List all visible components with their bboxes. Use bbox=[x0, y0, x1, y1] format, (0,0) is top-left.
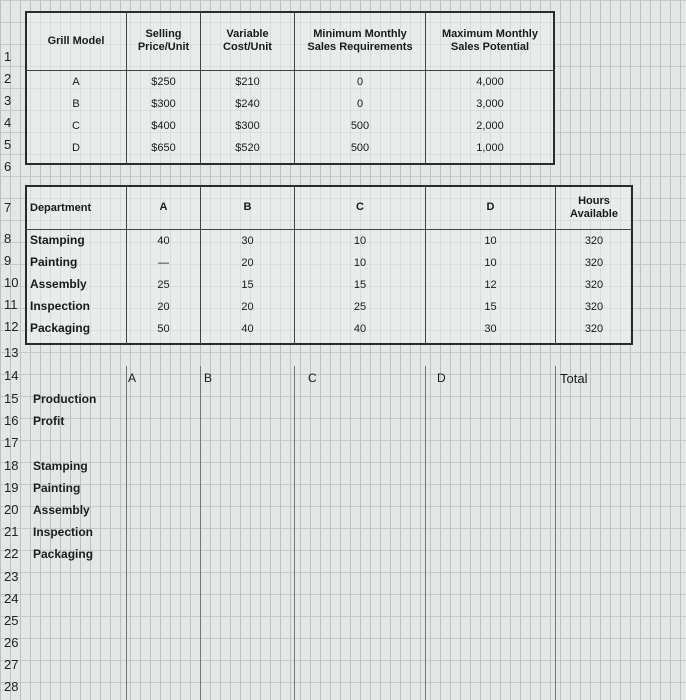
row-number[interactable]: 25 bbox=[4, 613, 19, 628]
t2-header-a: A bbox=[159, 201, 168, 214]
t1-cell[interactable]: C bbox=[72, 119, 80, 132]
col-letter-a: A bbox=[128, 371, 137, 385]
row-number[interactable]: 22 bbox=[4, 546, 19, 561]
t2-cell[interactable]: 12 bbox=[484, 278, 497, 291]
dept-label-inspection: Inspection bbox=[33, 525, 94, 539]
row-number[interactable]: 8 bbox=[4, 231, 12, 246]
row-number[interactable]: 18 bbox=[4, 458, 19, 473]
row-number[interactable]: 13 bbox=[4, 345, 19, 360]
row-number[interactable]: 28 bbox=[4, 679, 19, 694]
col-line-c bbox=[294, 366, 295, 700]
t2-cell[interactable]: 320 bbox=[584, 322, 604, 335]
col-line-a bbox=[126, 366, 127, 700]
t1-cell[interactable]: 4,000 bbox=[476, 75, 504, 88]
t2-header-b: B bbox=[243, 201, 252, 214]
row-number[interactable]: 1 bbox=[4, 49, 12, 64]
t1-header-divider bbox=[26, 70, 554, 71]
t2-cell[interactable]: 30 bbox=[241, 234, 254, 247]
row-number[interactable]: 27 bbox=[4, 657, 19, 672]
t2-cell[interactable]: 15 bbox=[353, 278, 367, 291]
t2-cell[interactable]: 25 bbox=[157, 278, 170, 291]
t1-cell[interactable]: $240 bbox=[235, 97, 260, 110]
row-number[interactable]: 15 bbox=[4, 391, 19, 406]
t1-cell[interactable]: 0 bbox=[356, 97, 364, 110]
row-number[interactable]: 10 bbox=[4, 275, 19, 290]
col-letter-b: B bbox=[204, 371, 213, 385]
t1-cell[interactable]: B bbox=[72, 97, 80, 110]
t1-cell[interactable]: $520 bbox=[235, 141, 260, 154]
t2-cell[interactable]: 15 bbox=[241, 278, 254, 291]
t2-cell[interactable]: 40 bbox=[353, 322, 367, 335]
t2-dept-label: Inspection bbox=[30, 299, 91, 314]
profit-label: Profit bbox=[33, 414, 65, 428]
col-line-d bbox=[425, 366, 426, 700]
t1-cell[interactable]: 1,000 bbox=[476, 141, 504, 154]
t2-cell[interactable]: 10 bbox=[484, 234, 497, 247]
t2-dept-label: Packaging bbox=[30, 321, 91, 336]
t2-cell[interactable]: 10 bbox=[484, 256, 497, 269]
row-number[interactable]: 14 bbox=[4, 368, 19, 383]
t2-header-c: C bbox=[356, 201, 364, 214]
t2-cell[interactable]: 10 bbox=[353, 234, 367, 247]
row-number[interactable]: 12 bbox=[4, 319, 19, 334]
row-number[interactable]: 4 bbox=[4, 115, 12, 130]
t1-header-model: Grill Model bbox=[47, 34, 105, 47]
t2-cell[interactable]: 40 bbox=[157, 234, 170, 247]
t1-header-price: Selling Price/Unit bbox=[137, 28, 190, 53]
row-number[interactable]: 5 bbox=[4, 137, 12, 152]
row-number[interactable]: 21 bbox=[4, 524, 19, 539]
t2-cell[interactable]: 20 bbox=[157, 300, 170, 313]
t1-cell[interactable]: 0 bbox=[356, 75, 364, 88]
col-letter-c: C bbox=[308, 371, 317, 385]
t2-cell[interactable]: 25 bbox=[353, 300, 367, 313]
t1-cell[interactable]: $300 bbox=[151, 97, 176, 110]
t1-cell[interactable]: D bbox=[72, 141, 80, 154]
t2-header-hours: Hours Available bbox=[570, 194, 618, 220]
t1-header-minsales: Minimum Monthly Sales Requirements bbox=[307, 28, 413, 53]
t2-dept-label: Assembly bbox=[30, 277, 87, 292]
t1-cell[interactable]: $250 bbox=[151, 75, 176, 88]
t2-dept-label: Painting bbox=[30, 255, 78, 270]
t2-cell[interactable]: 30 bbox=[484, 322, 497, 335]
t1-cell[interactable]: 500 bbox=[350, 119, 370, 132]
t1-cell[interactable]: 2,000 bbox=[476, 119, 504, 132]
total-label: Total bbox=[560, 371, 588, 386]
dept-label-assembly: Assembly bbox=[33, 503, 90, 517]
row-number[interactable]: 24 bbox=[4, 591, 19, 606]
t2-header-d: D bbox=[486, 201, 495, 214]
t2-cell[interactable]: 320 bbox=[584, 234, 604, 247]
t2-cell[interactable]: 20 bbox=[241, 300, 254, 313]
row-number[interactable]: 11 bbox=[4, 297, 18, 312]
row-number[interactable]: 26 bbox=[4, 635, 19, 650]
t2-cell[interactable]: 320 bbox=[584, 278, 604, 291]
t2-header-department: Department bbox=[30, 201, 92, 214]
row-number[interactable]: 3 bbox=[4, 93, 12, 108]
row-number[interactable]: 6 bbox=[4, 159, 12, 174]
t2-cell[interactable]: 320 bbox=[584, 300, 604, 313]
t2-cell[interactable]: 40 bbox=[241, 322, 254, 335]
t2-cell[interactable]: 15 bbox=[484, 300, 497, 313]
col-line-b bbox=[200, 366, 201, 700]
t1-cell[interactable]: $210 bbox=[235, 75, 260, 88]
t2-cell[interactable]: — bbox=[158, 256, 169, 269]
t2-cell[interactable]: 320 bbox=[584, 256, 604, 269]
col-line-total bbox=[555, 366, 556, 700]
production-label: Production bbox=[33, 392, 97, 406]
t2-cell[interactable]: 20 bbox=[241, 256, 254, 269]
row-number[interactable]: 16 bbox=[4, 413, 19, 428]
row-number[interactable]: 9 bbox=[4, 253, 12, 268]
t2-cell[interactable]: 10 bbox=[353, 256, 367, 269]
t1-cell[interactable]: $300 bbox=[235, 119, 260, 132]
t1-header-varcost: Variable Cost/Unit bbox=[223, 28, 272, 53]
row-number[interactable]: 20 bbox=[4, 502, 19, 517]
col-letter-d: D bbox=[437, 371, 446, 385]
row-number[interactable]: 2 bbox=[4, 71, 12, 86]
dept-label-packaging: Packaging bbox=[33, 547, 94, 561]
t1-cell[interactable]: A bbox=[72, 75, 80, 88]
t1-cell[interactable]: 500 bbox=[350, 141, 370, 154]
row-number[interactable]: 17 bbox=[4, 435, 19, 450]
t1-cell[interactable]: 3,000 bbox=[476, 97, 504, 110]
t2-dept-label: Stamping bbox=[30, 233, 85, 248]
dept-label-painting: Painting bbox=[33, 481, 81, 495]
row-number[interactable]: 7 bbox=[4, 200, 12, 215]
row-number[interactable]: 19 bbox=[4, 480, 19, 495]
t1-header-maxsales: Maximum Monthly Sales Potential bbox=[442, 28, 538, 53]
t2-cell[interactable]: 50 bbox=[157, 322, 170, 335]
t1-cell[interactable]: $650 bbox=[151, 141, 176, 154]
dept-label-stamping: Stamping bbox=[33, 459, 88, 473]
row-number[interactable]: 23 bbox=[4, 569, 19, 584]
t2-header-divider bbox=[26, 229, 632, 230]
t1-cell[interactable]: $400 bbox=[151, 119, 176, 132]
